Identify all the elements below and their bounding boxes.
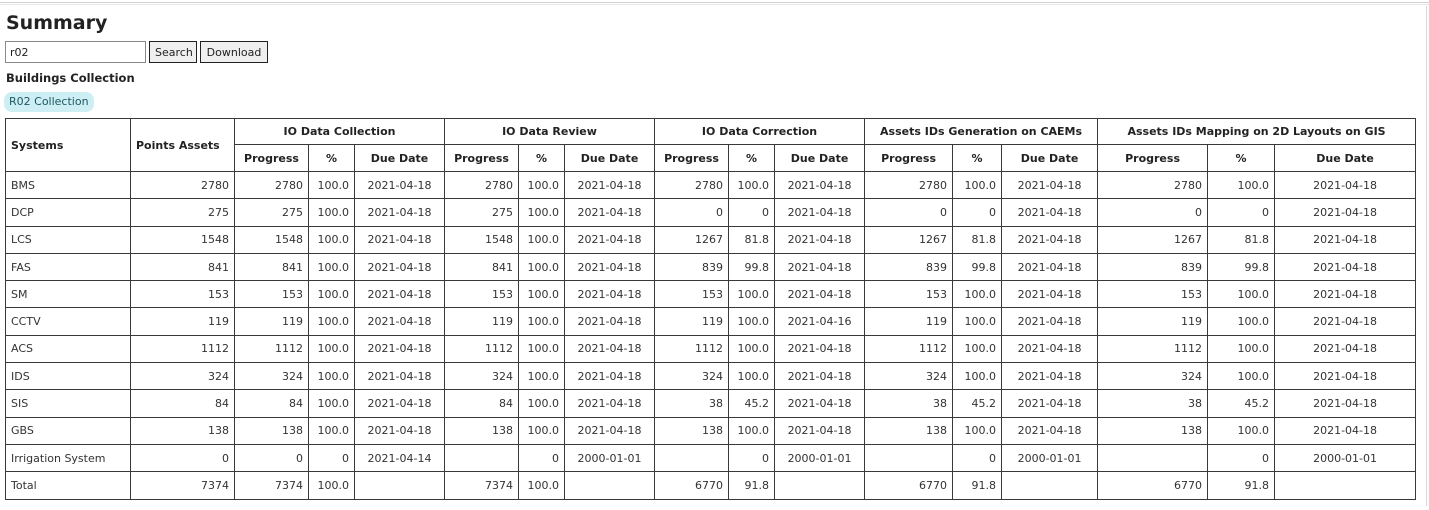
cell-percent: 100.0: [519, 472, 565, 499]
cell-progress: 1112: [235, 335, 309, 362]
table-row: [6, 308, 1416, 335]
cell-percent: 100.0: [309, 335, 355, 362]
cell-progress: 0: [655, 199, 729, 226]
cell-due-date: 2021-04-18: [565, 253, 655, 280]
cell-percent: 0: [1208, 199, 1275, 226]
cell-due-date: [1002, 472, 1098, 499]
table-row: [6, 253, 1416, 280]
cell-due-date: 2021-04-18: [565, 363, 655, 390]
cell-progress: 38: [655, 390, 729, 417]
cell-due-date: 2021-04-18: [1002, 226, 1098, 253]
cell-percent: 100.0: [1208, 281, 1275, 308]
cell-progress: 2780: [865, 172, 953, 199]
cell-percent: 100.0: [1208, 417, 1275, 444]
cell-progress: 38: [1098, 390, 1208, 417]
cell-due-date: 2000-01-01: [1275, 444, 1416, 471]
cell-due-date: 2021-04-18: [355, 226, 445, 253]
cell-due-date: 2021-04-18: [775, 390, 865, 417]
table-row: [6, 390, 1416, 417]
cell-due-date: 2021-04-18: [1002, 199, 1098, 226]
cell-system: LCS: [6, 226, 131, 253]
cell-due-date: 2021-04-18: [565, 199, 655, 226]
cell-progress: 138: [865, 417, 953, 444]
buildings-collection-label: Buildings Collection: [6, 71, 135, 85]
cell-due-date: 2021-04-18: [355, 199, 445, 226]
col-percent: %: [953, 145, 1002, 172]
cell-percent: 100.0: [309, 172, 355, 199]
cell-progress: 1112: [445, 335, 519, 362]
summary-table: [5, 118, 1416, 500]
cell-progress: 6770: [865, 472, 953, 499]
cell-progress: 1267: [655, 226, 729, 253]
cell-system: IDS: [6, 363, 131, 390]
cell-due-date: 2021-04-18: [355, 172, 445, 199]
cell-percent: 100.0: [309, 199, 355, 226]
cell-points-assets: 119: [131, 308, 235, 335]
cell-percent: 0: [953, 444, 1002, 471]
cell-due-date: 2021-04-18: [355, 390, 445, 417]
cell-percent: 100.0: [729, 308, 775, 335]
cell-percent: 91.8: [729, 472, 775, 499]
cell-due-date: 2000-01-01: [565, 444, 655, 471]
cell-system: BMS: [6, 172, 131, 199]
cell-progress: 0: [1098, 199, 1208, 226]
table-row: [6, 444, 1416, 471]
cell-percent: 100.0: [953, 363, 1002, 390]
cell-progress: 841: [235, 253, 309, 280]
cell-progress: 1112: [655, 335, 729, 362]
cell-due-date: 2021-04-18: [1002, 363, 1098, 390]
cell-due-date: 2021-04-18: [1002, 281, 1098, 308]
page-title: Summary: [6, 12, 108, 34]
cell-percent: 100.0: [309, 308, 355, 335]
cell-percent: 100.0: [519, 308, 565, 335]
table-row: [6, 281, 1416, 308]
cell-percent: 100.0: [953, 335, 1002, 362]
cell-percent: 100.0: [309, 253, 355, 280]
cell-progress: [865, 444, 953, 471]
cell-progress: 138: [655, 417, 729, 444]
cell-percent: 100.0: [309, 417, 355, 444]
cell-points-assets: 153: [131, 281, 235, 308]
cell-progress: 841: [445, 253, 519, 280]
cell-percent: 0: [729, 199, 775, 226]
cell-percent: 100.0: [309, 281, 355, 308]
cell-progress: 7374: [445, 472, 519, 499]
cell-progress: 119: [445, 308, 519, 335]
cell-progress: 6770: [655, 472, 729, 499]
cell-due-date: 2021-04-18: [565, 417, 655, 444]
col-progress: Progress: [445, 145, 519, 172]
cell-due-date: 2021-04-18: [1275, 253, 1416, 280]
cell-progress: 6770: [1098, 472, 1208, 499]
cell-system: CCTV: [6, 308, 131, 335]
cell-due-date: [1275, 472, 1416, 499]
cell-progress: 324: [445, 363, 519, 390]
cell-due-date: 2000-01-01: [775, 444, 865, 471]
cell-percent: 100.0: [1208, 172, 1275, 199]
right-divider: [1426, 6, 1427, 506]
cell-progress: 153: [445, 281, 519, 308]
cell-due-date: 2021-04-18: [1275, 363, 1416, 390]
cell-due-date: 2021-04-16: [775, 308, 865, 335]
cell-due-date: [775, 472, 865, 499]
cell-progress: 7374: [235, 472, 309, 499]
table-row: [6, 335, 1416, 362]
col-systems: Systems: [6, 119, 131, 172]
cell-progress: 138: [1098, 417, 1208, 444]
cell-progress: 119: [1098, 308, 1208, 335]
cell-due-date: 2021-04-18: [565, 335, 655, 362]
cell-percent: 100.0: [729, 335, 775, 362]
cell-due-date: 2021-04-18: [355, 253, 445, 280]
cell-progress: 1112: [1098, 335, 1208, 362]
cell-due-date: 2021-04-18: [355, 417, 445, 444]
col-progress: Progress: [655, 145, 729, 172]
cell-due-date: 2021-04-18: [775, 335, 865, 362]
cell-points-assets: 2780: [131, 172, 235, 199]
cell-due-date: 2021-04-18: [1275, 335, 1416, 362]
cell-percent: 100.0: [729, 281, 775, 308]
cell-percent: 100.0: [729, 417, 775, 444]
cell-percent: 100.0: [953, 172, 1002, 199]
cell-system: DCP: [6, 199, 131, 226]
cell-percent: 100.0: [309, 472, 355, 499]
table-row: [6, 363, 1416, 390]
cell-progress: 119: [655, 308, 729, 335]
cell-progress: 839: [1098, 253, 1208, 280]
cell-progress: 0: [865, 199, 953, 226]
cell-progress: [1098, 444, 1208, 471]
cell-progress: 839: [655, 253, 729, 280]
cell-progress: 153: [235, 281, 309, 308]
cell-percent: 0: [309, 444, 355, 471]
table-row: [6, 417, 1416, 444]
top-divider: [0, 2, 1429, 5]
cell-percent: 45.2: [1208, 390, 1275, 417]
cell-system: FAS: [6, 253, 131, 280]
cell-progress: 1267: [1098, 226, 1208, 253]
cell-due-date: 2021-04-18: [565, 226, 655, 253]
cell-due-date: 2021-04-18: [775, 172, 865, 199]
cell-due-date: 2021-04-18: [1002, 172, 1098, 199]
group-io-data-collection: IO Data Collection: [235, 119, 445, 145]
cell-percent: 100.0: [309, 363, 355, 390]
cell-points-assets: 324: [131, 363, 235, 390]
cell-progress: 324: [655, 363, 729, 390]
col-percent: %: [519, 145, 565, 172]
cell-progress: 1112: [865, 335, 953, 362]
cell-progress: 0: [235, 444, 309, 471]
cell-progress: 153: [865, 281, 953, 308]
cell-percent: 100.0: [519, 417, 565, 444]
cell-percent: 0: [729, 444, 775, 471]
cell-progress: 839: [865, 253, 953, 280]
cell-percent: 100.0: [309, 226, 355, 253]
col-percent: %: [1208, 145, 1275, 172]
cell-due-date: 2021-04-18: [1002, 308, 1098, 335]
cell-percent: 81.8: [953, 226, 1002, 253]
cell-percent: 100.0: [519, 335, 565, 362]
cell-percent: 99.8: [729, 253, 775, 280]
table-row: [6, 199, 1416, 226]
cell-percent: 100.0: [519, 281, 565, 308]
header-row-groups: [6, 119, 1416, 145]
table-body: [6, 172, 1416, 500]
col-progress: Progress: [1098, 145, 1208, 172]
table-row: [6, 472, 1416, 499]
cell-percent: 100.0: [953, 281, 1002, 308]
cell-progress: 153: [1098, 281, 1208, 308]
table-row: [6, 226, 1416, 253]
cell-percent: 91.8: [1208, 472, 1275, 499]
cell-due-date: 2021-04-18: [1002, 253, 1098, 280]
group-io-data-correction: IO Data Correction: [655, 119, 865, 145]
col-due-date: Due Date: [1275, 145, 1416, 172]
cell-system: Irrigation System: [6, 444, 131, 471]
cell-progress: 1267: [865, 226, 953, 253]
cell-due-date: 2021-04-18: [1002, 390, 1098, 417]
cell-progress: 153: [655, 281, 729, 308]
cell-points-assets: 841: [131, 253, 235, 280]
cell-progress: 275: [235, 199, 309, 226]
col-percent: %: [309, 145, 355, 172]
cell-progress: [655, 444, 729, 471]
cell-progress: 138: [235, 417, 309, 444]
cell-progress: 1548: [445, 226, 519, 253]
cell-percent: 100.0: [519, 390, 565, 417]
cell-progress: 119: [865, 308, 953, 335]
search-input[interactable]: [5, 41, 146, 63]
cell-points-assets: 1112: [131, 335, 235, 362]
cell-percent: 91.8: [953, 472, 1002, 499]
cell-progress: 2780: [235, 172, 309, 199]
cell-due-date: 2021-04-18: [775, 199, 865, 226]
cell-progress: 2780: [445, 172, 519, 199]
cell-due-date: 2021-04-18: [775, 226, 865, 253]
cell-progress: 2780: [1098, 172, 1208, 199]
cell-due-date: 2021-04-18: [775, 281, 865, 308]
cell-due-date: 2021-04-18: [355, 281, 445, 308]
group-io-data-review: IO Data Review: [445, 119, 655, 145]
table-row: [6, 172, 1416, 199]
cell-due-date: [565, 472, 655, 499]
cell-percent: 100.0: [953, 417, 1002, 444]
cell-due-date: 2021-04-18: [1002, 417, 1098, 444]
cell-percent: 99.8: [953, 253, 1002, 280]
cell-percent: 100.0: [519, 199, 565, 226]
cell-percent: 100.0: [519, 363, 565, 390]
cell-due-date: 2021-04-18: [565, 308, 655, 335]
cell-due-date: [355, 472, 445, 499]
cell-percent: 45.2: [953, 390, 1002, 417]
cell-percent: 100.0: [1208, 335, 1275, 362]
col-due-date: Due Date: [1002, 145, 1098, 172]
cell-progress: [445, 444, 519, 471]
download-button[interactable]: Download: [200, 41, 268, 63]
cell-progress: 38: [865, 390, 953, 417]
cell-due-date: 2021-04-18: [1275, 172, 1416, 199]
cell-percent: 100.0: [953, 308, 1002, 335]
r02-collection-chip[interactable]: R02 Collection: [4, 92, 94, 112]
cell-percent: 100.0: [519, 172, 565, 199]
cell-points-assets: 275: [131, 199, 235, 226]
group-assets-ids-mapping: Assets IDs Mapping on 2D Layouts on GIS: [1098, 119, 1416, 145]
cell-percent: 81.8: [729, 226, 775, 253]
cell-percent: 99.8: [1208, 253, 1275, 280]
cell-points-assets: 84: [131, 390, 235, 417]
cell-system: GBS: [6, 417, 131, 444]
col-points-assets: Points Assets: [131, 119, 235, 172]
group-assets-ids-generation: Assets IDs Generation on CAEMs: [865, 119, 1098, 145]
cell-progress: 84: [445, 390, 519, 417]
cell-progress: 138: [445, 417, 519, 444]
cell-percent: 100.0: [519, 226, 565, 253]
cell-due-date: 2021-04-18: [1275, 281, 1416, 308]
col-percent: %: [729, 145, 775, 172]
col-due-date: Due Date: [355, 145, 445, 172]
cell-system: SM: [6, 281, 131, 308]
cell-points-assets: 138: [131, 417, 235, 444]
cell-due-date: 2021-04-18: [1275, 390, 1416, 417]
cell-progress: 324: [235, 363, 309, 390]
cell-progress: 84: [235, 390, 309, 417]
cell-due-date: 2021-04-18: [1275, 226, 1416, 253]
col-progress: Progress: [865, 145, 953, 172]
cell-percent: 0: [1208, 444, 1275, 471]
cell-percent: 100.0: [519, 253, 565, 280]
cell-due-date: 2021-04-18: [775, 417, 865, 444]
cell-points-assets: 0: [131, 444, 235, 471]
cell-progress: 1548: [235, 226, 309, 253]
cell-due-date: 2021-04-18: [565, 172, 655, 199]
cell-percent: 0: [519, 444, 565, 471]
cell-percent: 100.0: [1208, 363, 1275, 390]
cell-due-date: 2021-04-14: [355, 444, 445, 471]
cell-due-date: 2021-04-18: [1002, 335, 1098, 362]
cell-progress: 275: [445, 199, 519, 226]
cell-percent: 100.0: [729, 172, 775, 199]
cell-due-date: 2021-04-18: [775, 363, 865, 390]
cell-due-date: 2021-04-18: [1275, 417, 1416, 444]
cell-progress: 324: [865, 363, 953, 390]
cell-due-date: 2021-04-18: [565, 281, 655, 308]
cell-progress: 2780: [655, 172, 729, 199]
cell-due-date: 2021-04-18: [1275, 308, 1416, 335]
cell-progress: 119: [235, 308, 309, 335]
cell-system: Total: [6, 472, 131, 499]
cell-due-date: 2021-04-18: [355, 308, 445, 335]
cell-percent: 100.0: [1208, 308, 1275, 335]
search-bar: [5, 41, 268, 63]
cell-due-date: 2021-04-18: [775, 253, 865, 280]
cell-points-assets: 7374: [131, 472, 235, 499]
cell-due-date: 2021-04-18: [1275, 199, 1416, 226]
col-progress: Progress: [235, 145, 309, 172]
cell-system: ACS: [6, 335, 131, 362]
col-due-date: Due Date: [565, 145, 655, 172]
cell-percent: 45.2: [729, 390, 775, 417]
cell-percent: 100.0: [309, 390, 355, 417]
cell-due-date: 2021-04-18: [355, 363, 445, 390]
search-button[interactable]: Search: [149, 41, 197, 63]
cell-percent: 100.0: [729, 363, 775, 390]
cell-due-date: 2021-04-18: [565, 390, 655, 417]
cell-percent: 81.8: [1208, 226, 1275, 253]
cell-points-assets: 1548: [131, 226, 235, 253]
cell-due-date: 2021-04-18: [355, 335, 445, 362]
cell-progress: 324: [1098, 363, 1208, 390]
col-due-date: Due Date: [775, 145, 865, 172]
cell-percent: 0: [953, 199, 1002, 226]
cell-due-date: 2000-01-01: [1002, 444, 1098, 471]
cell-system: SIS: [6, 390, 131, 417]
